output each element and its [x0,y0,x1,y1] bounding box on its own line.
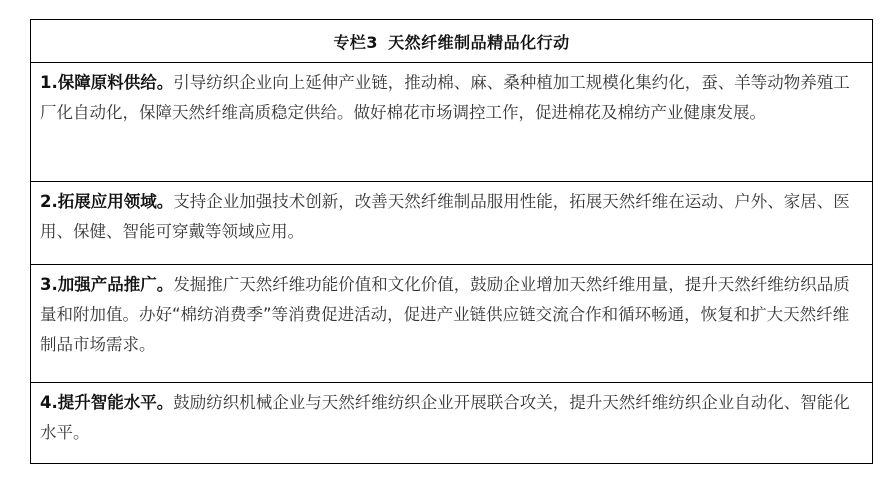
action-item-heading: 3.加强产品推广。 [40,275,174,294]
action-item-text: 鼓励纺织机械企业与天然纤维纺织企业开展联合攻关，提升天然纤维纺织企业自动化、智能化水平。 [40,393,850,442]
column-title-text: 天然纤维制品精品化行动 [388,32,570,52]
action-item-intelligence [31,383,872,465]
action-item-raw-materials [31,63,872,182]
action-item-applications [31,182,872,265]
column-box [30,19,873,464]
action-item-text: 引导纺织企业向上延伸产业链，推动棉、麻、桑种植加工规模化集约化，蚕、羊等动物养殖工厂化自动化，保障天然纤维高质稳定供给。做好棉花市场调控工作，促进棉花及棉纺产业健康发展。 [40,73,850,122]
column-label: 专栏3 [333,32,379,52]
action-item-heading: 4.提升智能水平。 [40,393,174,412]
column-title [31,20,872,63]
action-item-text: 发掘推广天然纤维功能价值和文化价值，鼓励企业增加天然纤维用量，提升天然纤维纺织品质量和附加值。办好“棉纺消费季”等消费促进活动，促进产业链供应链交流合作和循环畅通，恢复和扩大天然纤维制品市场需求。 [40,275,850,354]
action-item-promotion [31,265,872,383]
action-item-heading: 1.保障原料供给。 [40,73,174,92]
action-item-text: 支持企业加强技术创新，改善天然纤维制品服用性能，拓展天然纤维在运动、户外、家居、医用、保健、智能可穿戴等领域应用。 [40,192,850,241]
action-item-heading: 2.拓展应用领域。 [40,192,174,211]
